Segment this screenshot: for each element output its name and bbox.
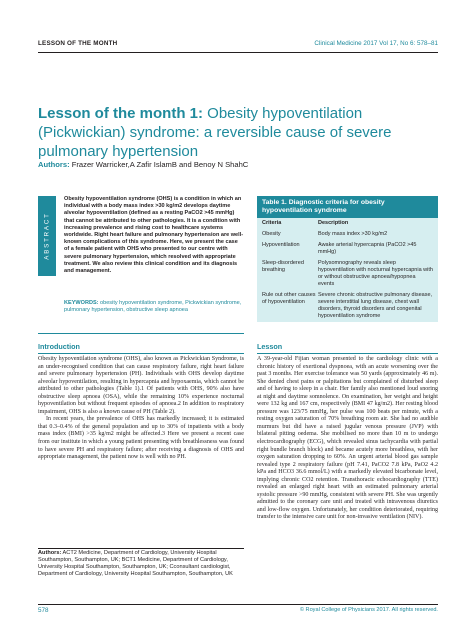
lesson-body: A 39-year-old Fijian woman presented to the cardiology clinic with a chronic history of exertional dyspnoea, with an acute worsening over the past 3 months. Her exercise tolerance was 50 yards (approximately 46 m). She denied chest pains or palpitations but complained of disturbed sleep and of having to sleep in a chair. Her family also mentioned loud snoring at night and daytime somnolence. On examination, her weight and height were 132 kg and 167 cm, respectively (BMI 47 kg/m2). Her resting blood pressure was 123/75 mmHg, her pulse was 100 beats per minute, with a resting oxygen saturation of 70% breathing room air. She had no audible murmurs but did have a raised jugular venous pressure (JVP) with bilateral pitting oedema. She mobilised no more than 10 m to undergo electrocardiography (ECG), which revealed sinus tachycardia with partial right bundle branch block) and became acutely more breathless, with her oxygen saturation dropping to 60%. An urgent arterial blood gas sample revealed type 2 respiratory failure (pH 7.41, PaCO2 7.8 kPa, PaO2 4.2 kPa and HCO3 36.6 mmol/L) with a markedly elevated bicarbonate level, implying chronic CO2 retention. Transthoracic echocardiography (TTE) revealed an enlarged right heart with an estimated pulmonary arterial systolic pressure >90 mmHg, consistent with severe PH. She was urgently admitted to the coronary care unit and treated with intravenous diuretics and low-flow oxygen. Unfortunately, her condition deteriorated, requiring transfer to the intensive care unit for non-invasive ventilation (NIV).	[257, 356, 438, 521]
article-title	[38, 104, 438, 161]
table-cell-criteria: Sleep-disordered breathing	[262, 260, 304, 274]
introduction-body	[38, 356, 244, 462]
title-rest: Obesity hypoventilation (Pickwickian) syndrome: a reversible cause of severe pulmonary hypertension	[38, 105, 392, 160]
table-row	[257, 258, 438, 290]
table-header-description: Description	[318, 220, 349, 227]
introduction-heading: Introduction	[38, 342, 80, 351]
header-divider	[38, 52, 438, 53]
table-cell-description: Awake arterial hypercapnia (PaCO2 >45 mmHg)	[318, 242, 417, 256]
footer-divider	[38, 604, 438, 605]
lesson-heading: Lesson	[257, 342, 283, 351]
table-cell-description: Severe chronic obstructive pulmonary disease, severe interstitial lung disease, chest wall disorders, thyroid disorders and congenital hypoventilation syndrome	[318, 292, 433, 320]
table-row	[257, 290, 438, 322]
page-number: 578	[38, 607, 49, 614]
table-cell-criteria: Hypoventilation	[262, 242, 300, 249]
abstract-tab-label: ABSTRACT	[43, 212, 51, 260]
section-label: LESSON OF THE MONTH	[38, 40, 118, 47]
table-body	[257, 218, 438, 322]
author-line	[38, 160, 438, 169]
abstract-text: Obesity hypoventilation syndrome (OHS) is a condition in which an individual with a body mass index >30 kg/m2 develops daytime alveolar hypoventilation (defined as a resting PaCO2 >45 mmHg) that cannot be attributed to other pathologies. It is a condition with increasing prevalence and rising cost to healthcare systems worldwide. Right heart failure and pulmonary hypertension are well-known complications of this syndrome. Here, we present the case of a female patient with OHS who presented to our centre with severe pulmonary hypertension, which resolved with appropriate treatment. We also review this clinical condition and its diagnosis and management.	[64, 196, 244, 275]
journal-citation: Clinical Medicine 2017 Vol 17, No 6: 578–81	[314, 40, 438, 47]
table-header-criteria: Criteria	[262, 220, 282, 227]
introduction-paragraph: Obesity hypoventilation syndrome (OHS), also known as Pickwickian Syndrome, is an under-recognised condition that can cause respiratory failure, right heart failure and severe pulmonary hypertension (PH). Individuals with OHS develop daytime alveolar hypoventilation, resulting in hypercapnia and hypoxaemia, which cannot be attributed to other pathologies (Table 1).1 Of patients with OHS, 90% also have obstructive sleep apnoea (OSA), while the remaining 10% experience nocturnal hypoventilation but without frequent episodes of apnoea.2 In addition to respiratory impairment, OHS is also a known cause of PH (Table 2).	[38, 356, 244, 415]
introduction-paragraph: In recent years, the prevalence of OHS has markedly increased; it is estimated that 0.3–0.4% of the general population and up to 30% of inpatients with a body mass index (BMI) >35 kg/m2 might be affected.3 Here we present a recent case from our institute in which a young patient presenting with breathlessness was found to have severe PH and respiratory failure; after receiving a diagnosis of OHS and appropriate management, the patient now is well with no PH.	[38, 416, 244, 461]
author-names: Frazer Warricker,A Zafir IslamB and Benoy N ShahC	[69, 160, 249, 169]
keywords	[64, 300, 244, 314]
title-lead: Lesson of the month 1:	[38, 105, 203, 122]
authors-label: Authors:	[38, 160, 70, 169]
keywords-label: KEYWORDS:	[64, 300, 99, 306]
affiliations-divider	[38, 548, 244, 549]
affiliations-label: Authors:	[38, 550, 62, 556]
affiliations-text: ACT2 Medicine, Department of Cardiology, University Hospital Southampton, Southampton, UK; BCT1 Medicine, Department of Cardiology, University Hospital Southampton, Southampton, UK; Cconsultant cardiologist, Department of Cardiology, University Hospital Southampton, Southampton, UK	[38, 550, 233, 578]
table-cell-description: Body mass index >30 kg/m2	[318, 231, 388, 238]
running-head	[38, 38, 438, 50]
copyright-notice: © Royal College of Physicians 2017. All rights reserved.	[299, 607, 438, 613]
table-cell-criteria: Obesity	[262, 231, 281, 238]
author-affiliations	[38, 550, 244, 578]
table-row	[257, 229, 438, 240]
abstract-divider	[38, 333, 244, 334]
table-header-row	[257, 218, 438, 229]
table-title: Table 1. Diagnostic criteria for obesity hypoventilation syndrome	[257, 196, 438, 218]
introduction-divider	[38, 353, 244, 354]
keywords-list: obesity hypoventilation syndrome, Pickwickian syndrome, pulmonary hypertension, obstructive sleep apnoea	[64, 300, 242, 314]
table-cell-description: Polysomnography reveals sleep hypoventilation with nocturnal hypercapnia with or without obstructive apnoea/hypopnea events	[318, 260, 433, 288]
table-cell-criteria: Rule out other causes of hypoventilation	[262, 292, 316, 306]
lesson-divider	[257, 353, 438, 354]
abstract-tab	[38, 196, 56, 276]
diagnostic-criteria-table	[257, 196, 438, 322]
table-row	[257, 240, 438, 258]
